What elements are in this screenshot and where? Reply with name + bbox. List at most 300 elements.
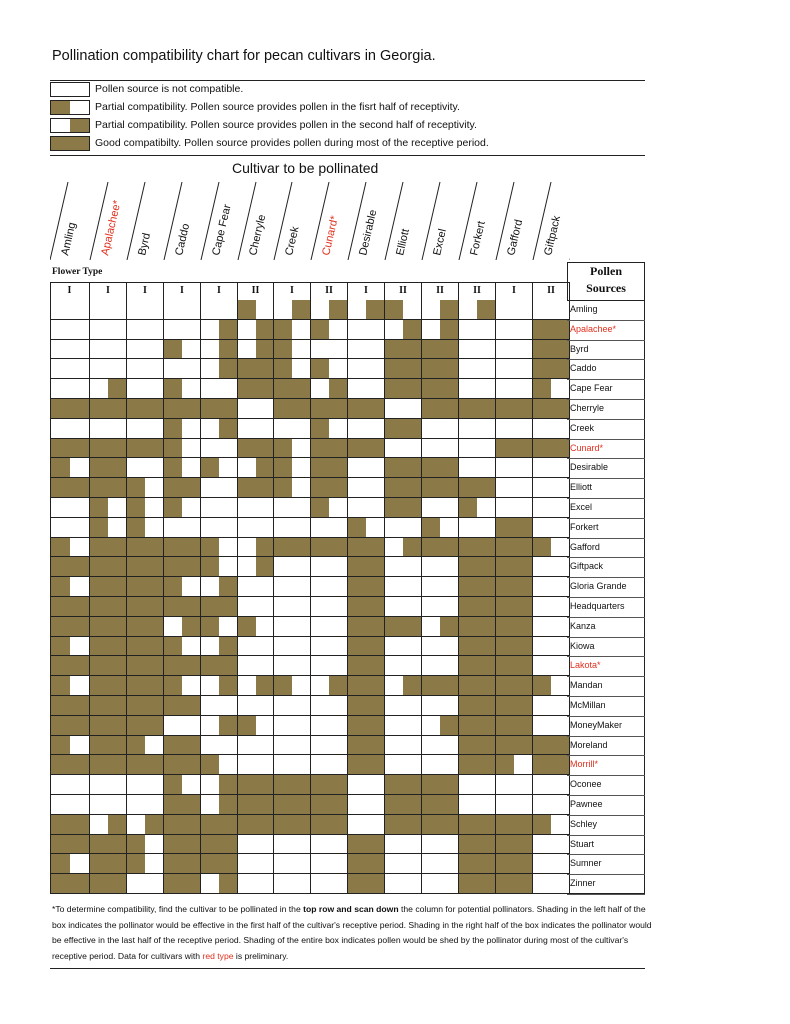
pollen-source-schley: Schley bbox=[570, 818, 598, 829]
compatibility-cell bbox=[127, 300, 164, 320]
compatibility-cell bbox=[496, 716, 533, 736]
compatibility-cell bbox=[127, 320, 164, 340]
compatibility-cell bbox=[90, 320, 127, 340]
row-separator bbox=[567, 815, 645, 816]
compatibility-cell bbox=[238, 419, 274, 439]
compatibility-cell bbox=[274, 439, 311, 459]
compatibility-cell bbox=[422, 755, 459, 775]
first-half-shade bbox=[311, 419, 329, 438]
compatibility-cell bbox=[422, 320, 459, 340]
compatibility-cell bbox=[164, 419, 201, 439]
compatibility-cell bbox=[311, 696, 348, 716]
compatibility-cell bbox=[496, 419, 533, 439]
compatibility-cell bbox=[127, 419, 164, 439]
compatibility-cell bbox=[496, 538, 533, 558]
row-separator bbox=[567, 617, 645, 618]
first-half-shade bbox=[274, 478, 292, 497]
first-half-shade bbox=[311, 359, 329, 378]
compatibility-cell bbox=[422, 696, 459, 716]
compatibility-cell bbox=[164, 557, 201, 577]
compatibility-cell bbox=[459, 597, 496, 617]
compatibility-cell bbox=[274, 656, 311, 676]
compatibility-cell bbox=[274, 379, 311, 399]
compatibility-cell bbox=[90, 419, 127, 439]
compatibility-cell bbox=[90, 775, 127, 795]
compatibility-cell bbox=[533, 498, 570, 518]
compatibility-cell bbox=[496, 557, 533, 577]
compatibility-cell bbox=[90, 340, 127, 360]
compatibility-cell bbox=[164, 359, 201, 379]
compatibility-cell bbox=[311, 577, 348, 597]
compatibility-cell bbox=[127, 716, 164, 736]
compatibility-cell bbox=[422, 716, 459, 736]
row-separator bbox=[567, 340, 645, 341]
compatibility-cell bbox=[50, 656, 90, 676]
pollen-source-elliott: Elliott bbox=[570, 482, 593, 493]
first-half-shade bbox=[90, 518, 108, 537]
compatibility-cell bbox=[348, 518, 385, 538]
compatibility-cell bbox=[50, 399, 90, 419]
second-half-shade bbox=[329, 300, 347, 319]
compatibility-cell bbox=[385, 518, 422, 538]
compatibility-cell bbox=[50, 755, 90, 775]
compatibility-cell bbox=[496, 637, 533, 657]
compatibility-cell bbox=[348, 419, 385, 439]
compatibility-cell bbox=[238, 439, 274, 459]
pollen-source-oconee: Oconee bbox=[570, 779, 602, 790]
compatibility-cell bbox=[201, 755, 238, 775]
flower-type-cell: II bbox=[459, 282, 496, 300]
compatibility-cell bbox=[348, 458, 385, 478]
compatibility-cell bbox=[238, 557, 274, 577]
compatibility-cell bbox=[385, 696, 422, 716]
compatibility-cell bbox=[201, 478, 238, 498]
compatibility-cell bbox=[385, 300, 422, 320]
compatibility-cell bbox=[422, 419, 459, 439]
second-half-shade bbox=[256, 557, 274, 576]
row-separator bbox=[567, 874, 645, 875]
compatibility-cell bbox=[164, 379, 201, 399]
compatibility-cell bbox=[348, 498, 385, 518]
first-half-shade bbox=[164, 458, 182, 477]
compatibility-cell bbox=[533, 340, 570, 360]
second-half-shade bbox=[440, 320, 458, 339]
compatibility-cell bbox=[459, 637, 496, 657]
compatibility-cell bbox=[422, 835, 459, 855]
pollen-source-mcmillan: McMillan bbox=[570, 700, 606, 710]
compatibility-cell bbox=[50, 359, 90, 379]
compatibility-cell bbox=[50, 439, 90, 459]
compatibility-cell bbox=[311, 399, 348, 419]
compatibility-cell bbox=[422, 498, 459, 518]
first-half-shade bbox=[164, 775, 182, 794]
compatibility-cell bbox=[274, 854, 311, 874]
compatibility-cell bbox=[311, 557, 348, 577]
compatibility-cell bbox=[274, 577, 311, 597]
first-half-shade bbox=[127, 854, 145, 873]
compatibility-cell bbox=[311, 676, 348, 696]
compatibility-cell bbox=[90, 439, 127, 459]
second-half-shade bbox=[219, 676, 237, 695]
compatibility-cell bbox=[90, 557, 127, 577]
compatibility-cell bbox=[50, 478, 90, 498]
pollen-source-cunard-: Cunard* bbox=[570, 442, 604, 453]
compatibility-cell bbox=[127, 696, 164, 716]
compatibility-cell bbox=[201, 340, 238, 360]
compatibility-cell bbox=[274, 637, 311, 657]
row-separator bbox=[567, 736, 645, 737]
first-half-shade bbox=[311, 320, 329, 339]
compatibility-cell bbox=[201, 399, 238, 419]
flower-type-cell: I bbox=[274, 282, 311, 300]
compatibility-cell bbox=[533, 835, 570, 855]
pollen-source-caddo: Caddo bbox=[570, 363, 597, 374]
first-half-shade bbox=[274, 458, 292, 477]
first-half-shade bbox=[164, 419, 182, 438]
compatibility-cell bbox=[496, 795, 533, 815]
compatibility-cell bbox=[348, 755, 385, 775]
compatibility-cell bbox=[164, 399, 201, 419]
compatibility-cell bbox=[238, 874, 274, 894]
compatibility-cell bbox=[127, 874, 164, 894]
compatibility-cell bbox=[90, 835, 127, 855]
flower-type-cell: I bbox=[201, 282, 238, 300]
compatibility-cell bbox=[90, 755, 127, 775]
row-separator bbox=[567, 597, 645, 598]
compatibility-cell bbox=[348, 656, 385, 676]
compatibility-cell bbox=[164, 835, 201, 855]
first-half-shade bbox=[238, 617, 256, 636]
row-separator bbox=[567, 894, 645, 895]
column-header-cape-fear: Cape Fear bbox=[210, 203, 234, 257]
compatibility-cell bbox=[90, 736, 127, 756]
first-half-shade bbox=[274, 340, 292, 359]
compatibility-cell bbox=[164, 736, 201, 756]
first-half-shade bbox=[348, 518, 366, 537]
compatibility-cell bbox=[164, 815, 201, 835]
pollen-source-morrill-: Morrill* bbox=[570, 759, 598, 770]
flower-type-cell: II bbox=[533, 282, 570, 300]
compatibility-cell bbox=[90, 379, 127, 399]
compatibility-cell bbox=[385, 716, 422, 736]
first-half-shade bbox=[274, 439, 292, 458]
pollen-source-amling: Amling bbox=[570, 304, 598, 314]
compatibility-cell bbox=[459, 478, 496, 498]
compatibility-cell bbox=[385, 419, 422, 439]
compatibility-cell bbox=[127, 577, 164, 597]
compatibility-cell bbox=[311, 478, 348, 498]
second-half-shade bbox=[403, 320, 421, 339]
first-half-shade bbox=[385, 300, 403, 319]
compatibility-cell bbox=[164, 320, 201, 340]
first-half-shade bbox=[164, 379, 182, 398]
compatibility-cell bbox=[164, 439, 201, 459]
compatibility-cell bbox=[90, 795, 127, 815]
compatibility-cell bbox=[533, 874, 570, 894]
first-half-shade bbox=[533, 676, 551, 695]
compatibility-cell bbox=[533, 815, 570, 835]
column-header-cunard-: Cunard* bbox=[320, 214, 342, 257]
legend-swatch-first-half bbox=[50, 100, 90, 115]
first-half-shade bbox=[238, 300, 256, 319]
compatibility-cell bbox=[459, 538, 496, 558]
compatibility-cell bbox=[348, 696, 385, 716]
second-half-shade bbox=[219, 795, 237, 814]
first-half-shade bbox=[533, 815, 551, 834]
compatibility-cell bbox=[385, 617, 422, 637]
compatibility-cell bbox=[533, 597, 570, 617]
compatibility-cell bbox=[50, 557, 90, 577]
compatibility-cell bbox=[311, 300, 348, 320]
compatibility-cell bbox=[348, 399, 385, 419]
flower-type-cell: I bbox=[90, 282, 127, 300]
compatibility-cell bbox=[385, 557, 422, 577]
compatibility-cell bbox=[50, 617, 90, 637]
compatibility-cell bbox=[533, 656, 570, 676]
first-half-shade bbox=[201, 538, 219, 557]
compatibility-cell bbox=[385, 458, 422, 478]
compatibility-cell bbox=[422, 557, 459, 577]
compatibility-cell bbox=[238, 340, 274, 360]
compatibility-cell bbox=[533, 755, 570, 775]
column-header-elliott: Elliott bbox=[394, 227, 412, 257]
second-half-shade bbox=[219, 874, 237, 893]
compatibility-cell bbox=[274, 696, 311, 716]
compatibility-cell bbox=[127, 597, 164, 617]
second-half-shade bbox=[219, 359, 237, 378]
compatibility-cell bbox=[422, 617, 459, 637]
compatibility-cell bbox=[164, 597, 201, 617]
second-half-shade bbox=[477, 300, 495, 319]
first-half-shade bbox=[201, 617, 219, 636]
compatibility-cell bbox=[50, 696, 90, 716]
pollen-sources-header bbox=[567, 262, 645, 300]
compatibility-cell bbox=[496, 340, 533, 360]
compatibility-cell bbox=[238, 755, 274, 775]
first-half-shade bbox=[127, 518, 145, 537]
compatibility-cell bbox=[385, 399, 422, 419]
compatibility-cell bbox=[238, 736, 274, 756]
compatibility-cell bbox=[50, 637, 90, 657]
compatibility-cell bbox=[238, 478, 274, 498]
pollen-source-gloria-grande: Gloria Grande bbox=[570, 581, 627, 592]
compatibility-cell bbox=[496, 676, 533, 696]
compatibility-cell bbox=[201, 854, 238, 874]
bottom-rule bbox=[50, 968, 645, 969]
row-separator bbox=[567, 518, 645, 519]
compatibility-cell bbox=[201, 538, 238, 558]
legend-row-second-half bbox=[50, 117, 645, 134]
compatibility-cell bbox=[274, 755, 311, 775]
compatibility-cell bbox=[238, 775, 274, 795]
compatibility-cell bbox=[422, 854, 459, 874]
compatibility-cell bbox=[533, 300, 570, 320]
column-header-creek: Creek bbox=[283, 225, 302, 257]
first-half-shade bbox=[274, 359, 292, 378]
compatibility-cell bbox=[274, 498, 311, 518]
second-half-shade bbox=[256, 320, 274, 339]
compatibility-cell bbox=[201, 835, 238, 855]
row-separator bbox=[567, 637, 645, 638]
compatibility-cell bbox=[385, 835, 422, 855]
compatibility-cell bbox=[238, 399, 274, 419]
second-half-shade bbox=[403, 676, 421, 695]
row-separator bbox=[567, 419, 645, 420]
compatibility-cell bbox=[348, 577, 385, 597]
compatibility-cell bbox=[422, 656, 459, 676]
compatibility-cell bbox=[50, 795, 90, 815]
flower-type-label: Flower Type bbox=[52, 267, 103, 277]
column-header-desirable: Desirable bbox=[357, 208, 380, 257]
compatibility-cell bbox=[496, 597, 533, 617]
compatibility-cell bbox=[127, 498, 164, 518]
compatibility-cell bbox=[50, 320, 90, 340]
compatibility-cell bbox=[311, 736, 348, 756]
page-title: Pollination compatibility chart for pecan cultivars in Georgia. bbox=[52, 48, 436, 64]
first-half-shade bbox=[201, 755, 219, 774]
compatibility-cell bbox=[422, 676, 459, 696]
first-half-shade bbox=[496, 755, 514, 774]
footnote-text-1: *To determine compatibility, find the cultivar to be pollinated in the bbox=[52, 904, 304, 914]
pollen-source-creek: Creek bbox=[570, 422, 595, 433]
row-separator bbox=[567, 577, 645, 578]
compatibility-cell bbox=[311, 498, 348, 518]
compatibility-cell bbox=[274, 874, 311, 894]
second-half-shade bbox=[219, 637, 237, 656]
legend-swatch-none bbox=[50, 82, 90, 97]
second-half-shade bbox=[256, 458, 274, 477]
pollen-source-apalachee-: Apalachee* bbox=[570, 323, 617, 334]
row-separator bbox=[567, 775, 645, 776]
compatibility-cell bbox=[164, 775, 201, 795]
compatibility-cell bbox=[348, 538, 385, 558]
compatibility-cell bbox=[127, 518, 164, 538]
compatibility-cell bbox=[533, 419, 570, 439]
compatibility-cell bbox=[164, 854, 201, 874]
compatibility-cell bbox=[274, 795, 311, 815]
legend-text: Pollen source is not compatible. bbox=[95, 83, 244, 95]
compatibility-cell bbox=[422, 874, 459, 894]
row-separator bbox=[567, 676, 645, 677]
footnote-text-3: is preliminary. bbox=[233, 950, 289, 961]
compatibility-cell bbox=[50, 874, 90, 894]
compatibility-cell bbox=[50, 736, 90, 756]
compatibility-cell bbox=[385, 359, 422, 379]
second-half-shade bbox=[440, 300, 458, 319]
compatibility-cell bbox=[311, 755, 348, 775]
compatibility-cell bbox=[127, 656, 164, 676]
footnote-red-text: red type bbox=[202, 950, 234, 961]
compatibility-cell bbox=[496, 359, 533, 379]
legend-row-full bbox=[50, 135, 645, 152]
compatibility-cell bbox=[385, 637, 422, 657]
compatibility-cell bbox=[422, 518, 459, 538]
second-half-shade bbox=[219, 577, 237, 596]
first-half-shade bbox=[533, 379, 551, 398]
compatibility-cell bbox=[90, 538, 127, 558]
compatibility-cell bbox=[164, 874, 201, 894]
compatibility-cell bbox=[164, 795, 201, 815]
compatibility-cell bbox=[127, 478, 164, 498]
first-half-shade bbox=[164, 637, 182, 656]
compatibility-cell bbox=[238, 617, 274, 637]
first-half-shade bbox=[127, 478, 145, 497]
compatibility-cell bbox=[385, 676, 422, 696]
compatibility-cell bbox=[201, 617, 238, 637]
compatibility-cell bbox=[90, 300, 127, 320]
compatibility-cell bbox=[90, 577, 127, 597]
compatibility-cell bbox=[385, 478, 422, 498]
compatibility-cell bbox=[127, 557, 164, 577]
footnote-bold: top row and scan down bbox=[303, 904, 399, 914]
compatibility-cell bbox=[496, 854, 533, 874]
compatibility-cell bbox=[348, 716, 385, 736]
compatibility-cell bbox=[533, 577, 570, 597]
compatibility-cell bbox=[274, 815, 311, 835]
first-half-shade bbox=[51, 458, 70, 477]
compatibility-cell bbox=[90, 498, 127, 518]
compatibility-cell bbox=[274, 340, 311, 360]
compatibility-cell bbox=[533, 359, 570, 379]
compatibility-cell bbox=[50, 538, 90, 558]
first-half-shade bbox=[164, 439, 182, 458]
compatibility-cell bbox=[201, 656, 238, 676]
compatibility-cell bbox=[127, 439, 164, 459]
compatibility-cell bbox=[385, 577, 422, 597]
second-half-shade bbox=[440, 716, 458, 735]
first-half-shade bbox=[533, 538, 551, 557]
first-half-shade bbox=[459, 498, 477, 517]
legend bbox=[50, 80, 645, 156]
column-header-amling: Amling bbox=[59, 221, 79, 257]
footnote bbox=[52, 902, 652, 964]
compatibility-cell bbox=[385, 379, 422, 399]
compatibility-cell bbox=[50, 854, 90, 874]
pollen-source-mandan: Mandan bbox=[570, 680, 603, 691]
compatibility-cell bbox=[422, 359, 459, 379]
compatibility-cell bbox=[348, 478, 385, 498]
compatibility-cell bbox=[238, 795, 274, 815]
compatibility-cell bbox=[90, 458, 127, 478]
column-header-gafford: Gafford bbox=[505, 218, 526, 257]
compatibility-cell bbox=[50, 676, 90, 696]
first-half-shade bbox=[274, 676, 292, 695]
compatibility-cell bbox=[311, 854, 348, 874]
compatibility-cell bbox=[311, 716, 348, 736]
compatibility-cell bbox=[164, 538, 201, 558]
compatibility-cell bbox=[201, 458, 238, 478]
compatibility-cell bbox=[127, 637, 164, 657]
second-half-shade bbox=[219, 419, 237, 438]
pollen-sources-header-line1: Pollen bbox=[590, 264, 622, 278]
compatibility-cell bbox=[385, 439, 422, 459]
compatibility-cell bbox=[496, 458, 533, 478]
compatibility-cell bbox=[348, 379, 385, 399]
first-half-shade bbox=[274, 320, 292, 339]
compatibility-cell bbox=[90, 637, 127, 657]
compatibility-cell bbox=[533, 775, 570, 795]
row-separator bbox=[567, 835, 645, 836]
compatibility-cell bbox=[533, 538, 570, 558]
legend-text: Partial compatibility. Pollen source provides pollen in the second half of receptivity. bbox=[95, 119, 477, 131]
compatibility-cell bbox=[311, 874, 348, 894]
row-separator bbox=[567, 755, 645, 756]
compatibility-cell bbox=[127, 775, 164, 795]
compatibility-cell bbox=[238, 835, 274, 855]
compatibility-cell bbox=[311, 795, 348, 815]
pollen-source-desirable: Desirable bbox=[570, 462, 609, 473]
compatibility-cell bbox=[274, 676, 311, 696]
